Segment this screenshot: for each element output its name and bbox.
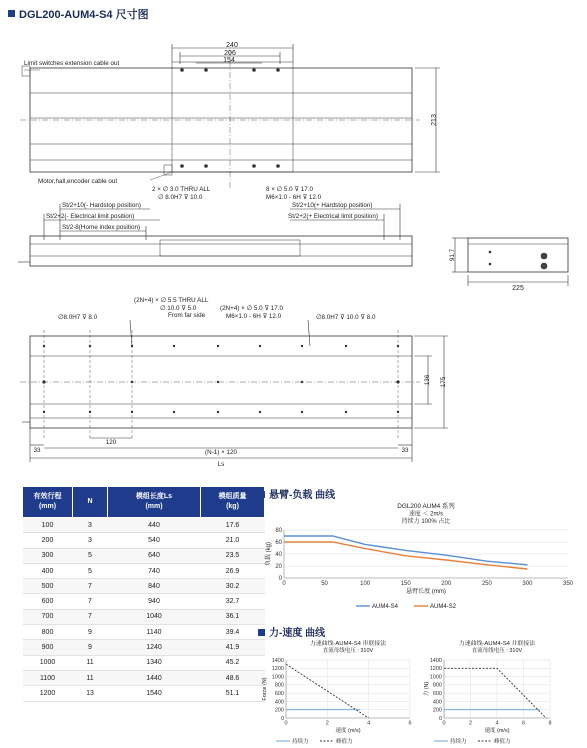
y-tick-label: 800: [274, 682, 284, 689]
st-hardstop-pos-label: St/2+10(+ Hardstop position): [292, 202, 373, 209]
y-tick-label: 600: [432, 690, 442, 697]
dim-175: 175: [440, 376, 447, 388]
table-header-row: [23, 487, 265, 518]
limit-cable-label: Limit switches extension cable out: [24, 60, 120, 67]
dim-ls: Ls: [217, 461, 225, 468]
table-header-n: N: [73, 487, 108, 518]
st-home-label: St/2-8(Home index position): [62, 224, 141, 231]
table-cell: 7: [73, 594, 108, 609]
table-cell: 17.6: [201, 518, 265, 533]
chart-subtitle: 速度 ＜ 2m/s: [408, 511, 444, 518]
x-axis-label: 悬臂长度 (mm): [406, 589, 446, 595]
y-tick-label: 200: [274, 707, 284, 714]
table-cell: 36.1: [201, 609, 265, 624]
table-cell: 5: [73, 563, 108, 578]
table-cell: 540: [108, 533, 201, 548]
y-tick-label: 200: [432, 707, 442, 714]
table-row: [23, 640, 265, 655]
table-body: [23, 518, 265, 702]
table-cell: 840: [108, 579, 201, 594]
bh-b-line2: M6×1.0 - 6H ⊽ 12.0: [226, 313, 282, 320]
table-row: [23, 563, 265, 578]
bh-a-line2: ∅ 10.0 ⊽ 5.0: [160, 305, 197, 312]
holes-a-line1: 2 × ∅ 3.0 THRU ALL: [152, 186, 211, 193]
x-tick-label: 0: [282, 581, 286, 587]
table-cell: 23.5: [201, 548, 265, 563]
table-cell: 30.2: [201, 579, 265, 594]
table-cell: 1540: [108, 686, 201, 701]
table-row: [23, 579, 265, 594]
section-marker-icon: [258, 629, 265, 636]
table-row: [23, 670, 265, 685]
dim-206: 206: [224, 50, 236, 57]
section-force-text: 力-速度 曲线: [269, 628, 326, 639]
table-cell: 11: [73, 655, 108, 670]
table-cell: 7: [73, 579, 108, 594]
table-cell: 600: [23, 594, 73, 609]
load-curve-chart: [258, 500, 586, 618]
y-axis-label: Force (N): [262, 677, 268, 701]
x-tick-label: 8: [548, 720, 552, 727]
dim-33-right: 33: [401, 447, 409, 454]
y-tick-label: 20: [275, 564, 282, 570]
motor-cable-label: Motor,hall,encoder cable out: [38, 178, 118, 185]
table-row: [23, 594, 265, 609]
section-load-heading: [258, 486, 335, 501]
holes-b-line2: M6×1.0 - 6H ⊽ 12.0: [266, 194, 322, 201]
x-tick-label: 2: [325, 720, 329, 727]
table-header-length: 模组长度Ls (mm): [108, 487, 201, 518]
force-speed-series-chart: [258, 638, 420, 748]
table-cell: 800: [23, 625, 73, 640]
x-tick-label: 2: [468, 720, 473, 727]
table-row: [23, 518, 265, 533]
st-elec-pos-label: St/2+2(+ Electrical limit position): [288, 213, 378, 220]
table-cell: 9: [73, 625, 108, 640]
dim-225: 225: [512, 285, 524, 292]
page-title-text: DGL200-AUM4-S4 尺寸图: [19, 9, 149, 21]
table-cell: 45.2: [201, 655, 265, 670]
table-cell: 13: [73, 686, 108, 701]
y-tick-label: 1000: [429, 674, 442, 681]
table-cell: 900: [23, 640, 73, 655]
y-tick-label: 0: [438, 715, 442, 722]
x-tick-label: 150: [400, 581, 411, 587]
dim-n-pitch: (N-1) × 120: [204, 449, 238, 456]
x-tick-label: 200: [441, 581, 452, 587]
chart-title: DGL200 AUM4 系列: [397, 503, 455, 510]
y-tick-label: 40: [275, 552, 282, 558]
holes-a-line2: ∅ 8.0H7 ⊽ 10.0: [158, 194, 203, 201]
table-cell: 1440: [108, 670, 201, 685]
dim-91-7: 91.7: [449, 248, 456, 262]
table-header-stroke: 有效行程 (mm): [23, 487, 73, 518]
y-tick-label: 0: [278, 576, 282, 582]
holes-b-line1: 8 × ∅ 5.0 ⊽ 17.0: [266, 186, 314, 193]
x-axis-label: 速度 (m/s): [335, 728, 361, 734]
st-elec-neg-label: St/2+2(- Electrical limit position): [46, 213, 135, 220]
y-tick-label: 1000: [271, 674, 284, 681]
table-cell: 1100: [23, 670, 73, 685]
table-cell: 7: [73, 609, 108, 624]
table-cell: 5: [73, 548, 108, 563]
table-cell: 440: [108, 518, 201, 533]
y-axis-label: 力 (N): [424, 681, 430, 697]
table-cell: 940: [108, 594, 201, 609]
x-tick-label: 4: [367, 720, 371, 727]
table-row: [23, 533, 265, 548]
table-cell: 41.9: [201, 640, 265, 655]
table-cell: 1040: [108, 609, 201, 624]
section-marker-icon: [258, 491, 265, 498]
table-cell: 3: [73, 533, 108, 548]
y-tick-label: 1400: [429, 657, 442, 664]
y-tick-label: 1200: [271, 666, 284, 673]
legend-entry: 持续力: [292, 739, 309, 745]
table-cell: 640: [108, 548, 201, 563]
pin-left-label: ∅8.0H7 ⊽ 8.0: [58, 314, 98, 321]
table-row: [23, 548, 265, 563]
x-axis-label: 速度 (m/s): [484, 728, 510, 734]
table-cell: 400: [23, 563, 73, 578]
bh-b-line1: (2N+4) × ∅ 5.0 ⊽ 17.0: [220, 305, 283, 312]
pin-right-label: ∅8.0H7 ⊽ 10.0 ⊽ 8.0: [316, 314, 376, 321]
y-tick-label: 800: [432, 682, 442, 689]
table-cell: 32.7: [201, 594, 265, 609]
force-speed-parallel-chart: [422, 638, 584, 748]
table-cell: 1240: [108, 640, 201, 655]
legend-entry: 峰值力: [336, 739, 353, 745]
x-tick-label: 350: [562, 581, 574, 587]
table-cell: 11: [73, 670, 108, 685]
table-cell: 39.4: [201, 625, 265, 640]
table-cell: 51.1: [201, 686, 265, 701]
dim-33-left: 33: [33, 447, 41, 454]
bh-a-line3: From far side: [168, 312, 206, 319]
table-cell: 740: [108, 563, 201, 578]
series-line: [284, 536, 527, 565]
table-header-mass: 模组质量 (kg): [201, 487, 265, 518]
table-cell: 21.0: [201, 533, 265, 548]
table-cell: 3: [73, 518, 108, 533]
table-cell: 100: [23, 518, 73, 533]
x-tick-label: 6: [408, 720, 412, 727]
chart-subtitle: 持续力 100% 占比: [401, 519, 451, 525]
table-cell: 200: [23, 533, 73, 548]
y-tick-label: 400: [432, 699, 442, 706]
dim-120: 120: [105, 439, 117, 446]
table-cell: 1200: [23, 686, 73, 701]
x-tick-label: 4: [495, 720, 499, 727]
x-tick-label: 0: [284, 720, 288, 727]
y-tick-label: 60: [275, 540, 282, 546]
table-cell: 9: [73, 640, 108, 655]
section-force-heading: [258, 624, 325, 639]
stroke-table: [22, 486, 265, 702]
chart-subtitle: 直流母线电压 : 310V: [322, 648, 374, 654]
table-row: [23, 625, 265, 640]
table-cell: 500: [23, 579, 73, 594]
y-tick-label: 600: [274, 690, 284, 697]
x-tick-label: 100: [360, 581, 371, 587]
dim-240: 240: [226, 42, 238, 49]
table-cell: 48.6: [201, 670, 265, 685]
legend-entry: AUM4-S4: [372, 604, 399, 610]
legend-entry: 持续力: [450, 739, 467, 745]
x-tick-label: 250: [481, 581, 492, 587]
chart-subtitle: 直流母线电压 : 310V: [471, 648, 523, 654]
table-cell: 1000: [23, 655, 73, 670]
table-row: [23, 686, 265, 701]
y-axis-label: 负载 (kg): [266, 541, 272, 567]
x-tick-label: 50: [321, 581, 328, 587]
dim-213: 213: [431, 114, 438, 126]
bh-a-line1: (2N+4) × ∅ 5.5 THRU ALL: [134, 297, 209, 304]
table-cell: 26.9: [201, 563, 265, 578]
dim-154: 154: [223, 57, 235, 64]
x-tick-label: 0: [442, 720, 446, 727]
y-tick-label: 1200: [429, 666, 442, 673]
y-tick-label: 80: [275, 528, 282, 534]
table-cell: 1140: [108, 625, 201, 640]
table-cell: 300: [23, 548, 73, 563]
chart-title: 力速曲线-AUM4-S4 并联接法: [458, 641, 536, 647]
dim-136: 136: [424, 374, 431, 386]
y-tick-label: 1400: [271, 657, 284, 664]
bottom-view: [20, 320, 448, 462]
chart-title: 力速曲线-AUM4-S4 串联接法: [309, 641, 387, 647]
legend-entry: 峰值力: [494, 739, 511, 745]
st-hardstop-neg-label: St/2+10(- Hardstop position): [62, 202, 141, 209]
x-tick-label: 6: [521, 720, 526, 727]
table-cell: 1340: [108, 655, 201, 670]
table-row: [23, 655, 265, 670]
y-tick-label: 400: [274, 699, 284, 706]
x-tick-label: 300: [522, 581, 533, 587]
series-line: [284, 542, 527, 569]
y-tick-label: 0: [280, 715, 284, 722]
legend-entry: AUM4-S2: [430, 604, 457, 610]
table-row: [23, 609, 265, 624]
table-cell: 700: [23, 609, 73, 624]
section-load-text: 悬臂-负载 曲线: [269, 490, 336, 501]
